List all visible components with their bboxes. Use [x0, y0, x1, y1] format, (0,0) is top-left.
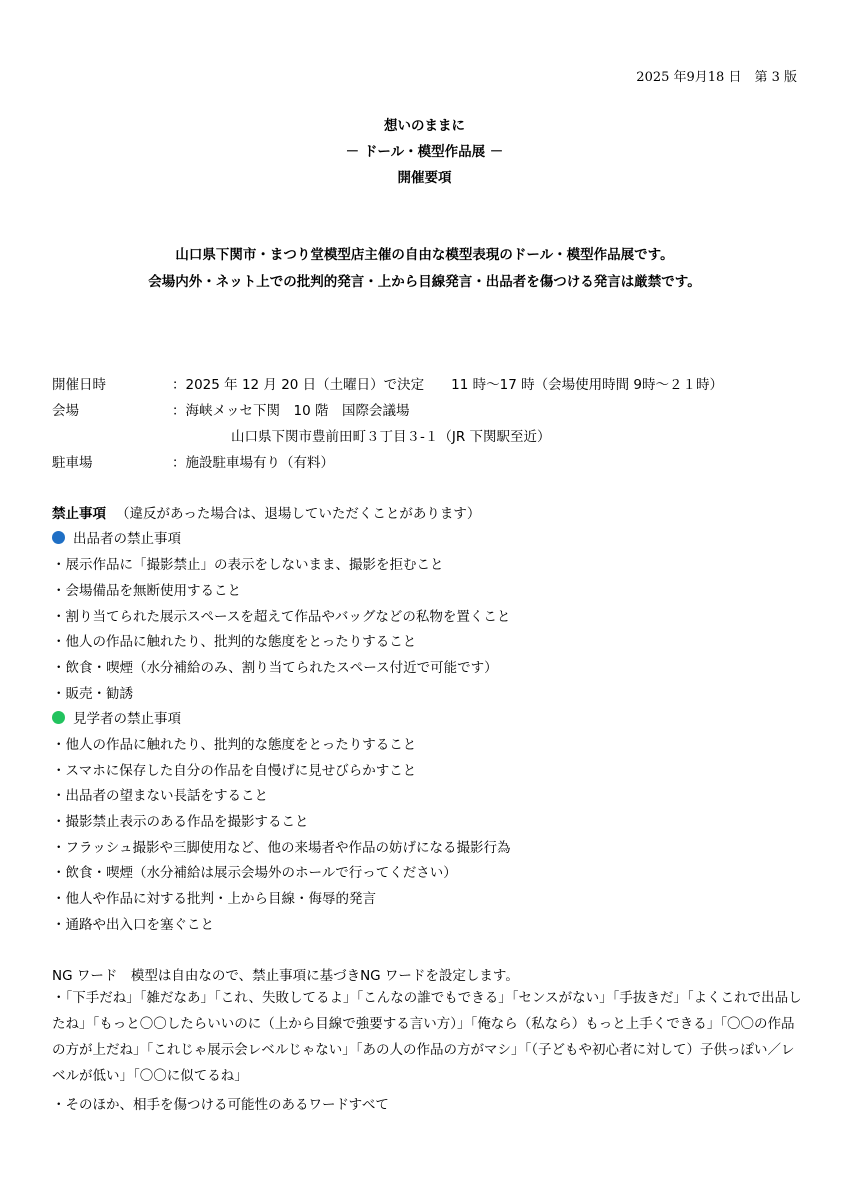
list-item: ・他人の作品に触れたり、批判的な態度をとったりすること [52, 634, 417, 650]
ng-last-item: ・そのほか、相手を傷つける可能性のあるワードすべて [52, 1097, 389, 1113]
venue-label: 会場 [52, 403, 79, 419]
title-line-1: 想いのままに [384, 118, 465, 134]
list-item: ・販売・勧誘 [52, 686, 133, 702]
prohibited-heading: 禁止事項 [52, 506, 106, 522]
list-item: ・スマホに保存した自分の作品を自慢げに見せびらかすこと [52, 763, 417, 779]
prohibited-heading-line [52, 502, 480, 522]
list-item: ・出品者の望まない長話をすること [52, 788, 268, 804]
date-edition: 2025 年9月18 日 第 3 版 [636, 70, 797, 85]
exhibitor-heading-line [52, 527, 181, 547]
list-item: ・飲食・喫煙（水分補給のみ、割り当てられたスペース付近で可能です） [52, 660, 498, 676]
venue-value: ：海峡メッセ下関 10 階 国際会議場 [172, 403, 410, 419]
list-item: ・割り当てられた展示スペースを超えて作品やバッグなどの私物を置くこと [52, 609, 511, 625]
lead-line-2: 会場内外・ネット上での批判的発言・上から目線発言・出品者を傷つける発言は厳禁です。 [148, 274, 701, 290]
list-item: ・他人の作品に触れたり、批判的な態度をとったりすること [52, 737, 417, 753]
green-circle-icon [52, 711, 65, 724]
list-item: ・飲食・喫煙（水分補給は展示会場外のホールで行ってください） [52, 865, 457, 881]
lead-line-1: 山口県下関市・まつり堂模型店主催の自由な模型表現のドール・模型作品展です。 [175, 247, 674, 263]
title-line-2: － ドール・模型作品展 － [345, 144, 504, 160]
venue-address: 山口県下関市豊前田町３丁目３-１（JR 下関駅至近） [231, 429, 551, 445]
blue-circle-icon [52, 531, 65, 544]
date-label: 開催日時 [52, 377, 106, 393]
list-item: ・展示作品に「撮影禁止」の表示をしないまま、撮影を拒むこと [52, 557, 444, 573]
exhibitor-heading: 出品者の禁止事項 [73, 531, 181, 547]
list-item: ・会場備品を無断使用すること [52, 583, 241, 599]
title-line-3: 開催要項 [397, 170, 452, 186]
ng-heading: NG ワード 模型は自由なので、禁止事項に基づきNG ワードを設定します。 [52, 968, 519, 984]
list-item: ・他人や作品に対する批判・上から目線・侮辱的発言 [52, 891, 376, 907]
list-item: ・フラッシュ撮影や三脚使用など、他の来場者や作品の妨げになる撮影行為 [52, 840, 511, 856]
parking-label: 駐車場 [52, 455, 93, 471]
parking-value: ：施設駐車場有り（有料） [172, 455, 334, 471]
ng-words-paragraph: ・「下手だね」「雑だなあ」「これ、失敗してるよ」「こんなの誰でもできる」「センスがない」「手抜きだ」「よくこれで出品したね」「もっと〇〇したらいいのに（上から目線で強要する言い方）」「俺なら（私なら）もっと上手くできる」「〇〇の作品の方が上だね」「これじゃ展示会レベルじゃない」「あの人の作品の方がマシ」「（子どもや初心者に対して）子供っぽい／レベルが低い」「〇〇に似てるね」 [52, 990, 802, 1084]
visitor-heading-line [52, 707, 181, 727]
date-value: ：2025 年 12 月 20 日（土曜日）で決定 11 時～17 時（会場使用時間 9時～２１時） [172, 377, 723, 393]
list-item: ・撮影禁止表示のある作品を撮影すること [52, 814, 309, 830]
prohibited-note: （違反があった場合は、退場していただくことがあります） [116, 506, 481, 522]
list-item: ・通路や出入口を塞ぐこと [52, 917, 214, 933]
visitor-heading: 見学者の禁止事項 [73, 711, 181, 727]
